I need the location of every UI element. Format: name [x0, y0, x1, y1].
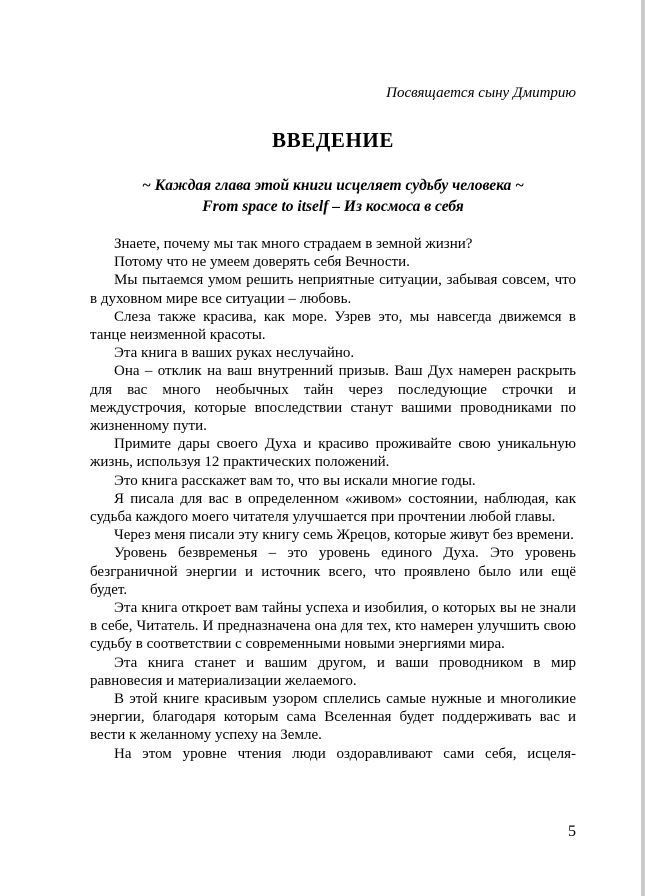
body-text [90, 235, 576, 763]
paragraph: Примите дары своего Духа и красиво проживайте свою уникальную жизнь, используя 12 практических положений. [90, 436, 576, 471]
page-number: 5 [568, 823, 576, 840]
paragraph: Слеза также красива, как море. Узрев это, мы навсегда движемся в танце неизменной красоты. [90, 308, 576, 344]
paragraph: Через меня писали эту книгу семь Жрецов, которые живут без времени. [114, 527, 574, 544]
paragraph: Уровень безвременья – это уровень единого Духа. Это уровень безграничной энергии и источник всего, что проявлено было или ещё будет. [90, 545, 576, 598]
paragraph: Это книга расскажет вам то, что вы искали многие годы. [114, 472, 476, 489]
paragraph: Эта книга откроет вам тайны успеха и изобилия, о которых вы не знали в себе, Читатель. И предназначена она для тех, кто намерен улучшить свою судьбу в соответствии с современными новыми энергиями мира. [90, 600, 576, 653]
page-edge [641, 0, 645, 896]
paragraph: Я писала для вас в определенном «живом» состоянии, наблюдая, как судьба каждого моего читателя улучшается при прочтении любой главы. [90, 490, 576, 526]
paragraph: Эта книга станет и вашим другом, и ваши проводником в мир равновесия и материализации желаемого. [90, 654, 576, 689]
dedication: Посвящается сыну Дмитрию [386, 85, 576, 101]
chapter-title: ВВЕДЕНИЕ [272, 128, 394, 152]
paragraph: Мы пытаемся умом решить неприятные ситуации, забывая совсем, что в духовном мире все ситуации – любовь. [90, 272, 576, 307]
paragraph: В этой книге красивым узором сплелись самые нужные и многоликие энергии, благодаря которым сама Вселенная будет поддерживать вас и вести к желанному успеху на Земле. [90, 691, 576, 744]
epigraph [90, 175, 576, 217]
paragraph: Знаете, почему мы так много страдаем в земной жизни? [114, 236, 473, 252]
paragraph: Она – отклик на ваш внутренний призыв. Ваш Дух намерен раскрыть для вас много необычных тайн через последующие строчки и междустрочия, которые впоследствии станут вашими проводниками по жизненному пути. [90, 363, 576, 435]
epigraph-line-1: ~ Каждая глава этой книги исцеляет судьбу человека ~ [141, 177, 525, 194]
epigraph-line-2: From space to itself – Из космоса в себя [202, 198, 464, 215]
paragraph: Потому что не умеем доверять себя Вечности. [114, 254, 410, 271]
paragraph: Эта книга в ваших руках неслучайно. [114, 345, 355, 362]
paragraph: На этом уровне чтения люди оздоравливают сами себя, исцеля- [114, 745, 576, 762]
book-page [90, 0, 576, 896]
